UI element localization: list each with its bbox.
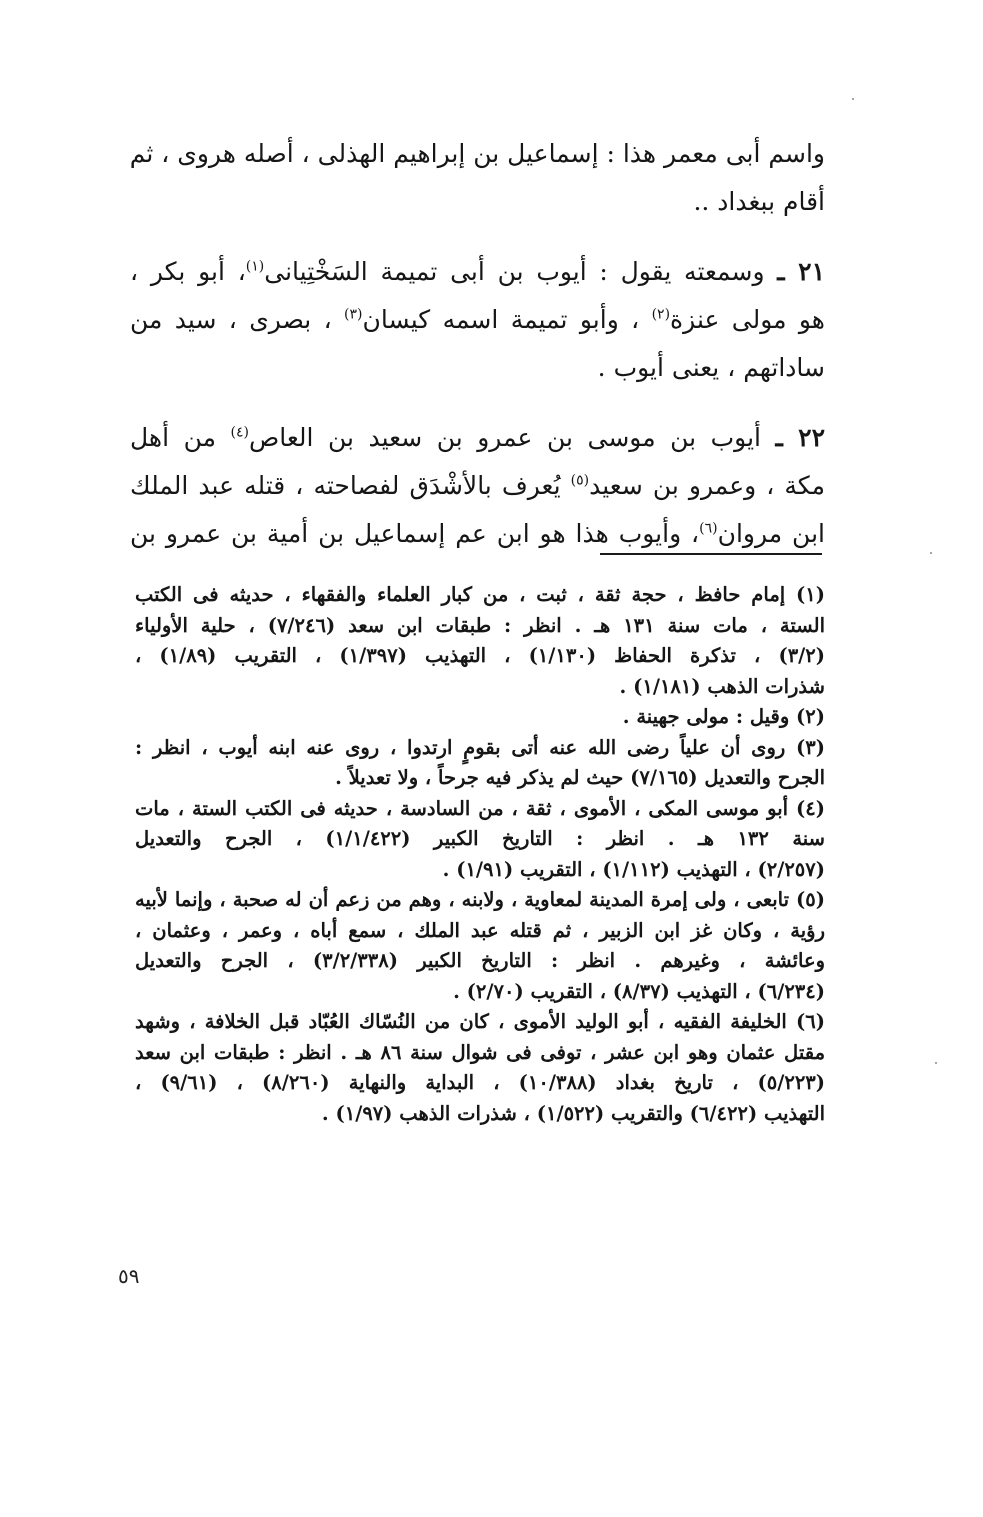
text-segment: ، وأيوب هذا هو ابن عم إسماعيل بن أمية بن عمرو بن: [130, 519, 700, 548]
footnote-line: (٦) الخليفة الفقيه ، أبو الوليد الأموى ، كان من النُسّاك العُبّاد قبل الخلافة ، وشهد: [135, 1010, 825, 1033]
text-segment: مكة ، وعمرو بن سعيد: [589, 471, 825, 500]
footnote-6: [135, 1007, 825, 1129]
text-segment: يُعرف بالأشْدَق لفصاحته ، قتله عبد الملك: [130, 471, 571, 500]
page-number: ٥٩: [118, 1264, 140, 1288]
footnote-line: (٦/٢٣٤) ، التهذيب (٨/٣٧) ، التقريب (٢/٧٠) .: [453, 979, 825, 1003]
footnote-5: [135, 885, 825, 1007]
text-segment: ، وأبو تميمة اسمه كيسان: [362, 305, 652, 334]
scan-speck: [852, 98, 854, 100]
footnote-line: (٥) تابعى ، ولى إمرة المدينة لمعاوية ، ولابنه ، وهم من زعم أن له صحبة ، وإنما لأبيه: [135, 888, 825, 911]
text-segment: وسمعته يقول : أيوب بن أبى تميمة السَخْتِيانى: [264, 257, 765, 286]
footnote-line: (٤) أبو موسى المكى ، الأموى ، ثقة ، من السادسة ، حديثه فى الكتب الستة ، مات: [135, 796, 825, 820]
footnote-line: سنة ١٣٢ هـ . انظر : التاريخ الكبير (١/١/٤٢٢) ، الجرح والتعديل: [135, 827, 825, 850]
footnote-line: (٢/٢٥٧) ، التهذيب (١/١١٢) ، التقريب (١/٩١) .: [442, 857, 825, 881]
text-line: [130, 462, 825, 510]
text-line: [130, 296, 825, 344]
paragraph-intro: [130, 130, 825, 226]
footnote-line: رؤية ، وكان غز ابن الزبير ، ثم قتله عبد الملك ، سمع أباه ، وعمر ، وعثمان ،: [135, 918, 825, 942]
footnote-ref[interactable]: (٣): [344, 306, 363, 323]
scan-speck: [930, 552, 932, 554]
paragraph-22: [130, 414, 825, 558]
footnote-ref[interactable]: (١): [245, 258, 265, 275]
text-segment: أيوب بن موسى بن عمرو بن سعيد بن العاص: [249, 423, 761, 452]
footnote-line: الجرح والتعديل (٧/١٦٥) حيث لم يذكر فيه جرحاً ، ولا تعديلاً .: [335, 766, 825, 789]
footnote-line: (٣) روى أن علياً رضى الله عنه أتى بقومٍ ارتدوا ، روى عنه ابنه أيوب ، انظر :: [135, 735, 825, 759]
scan-speck: [935, 1062, 937, 1064]
footnote-2: [135, 702, 825, 733]
text-line: أقام ببغداد ..: [693, 187, 825, 216]
footnotes: [135, 580, 825, 1129]
entry-number: ٢١ ـ: [777, 257, 825, 286]
footnote-ref[interactable]: (٥): [570, 472, 590, 489]
text-line: [130, 414, 825, 462]
footnote-ref[interactable]: (٤): [230, 424, 250, 441]
footnote-1: [135, 580, 825, 702]
footnote-line: الستة ، مات سنة ١٣١ هـ . انظر : طبقات ابن سعد (٧/٢٤٦) ، حلية الأولياء: [135, 613, 825, 637]
text-segment: هو مولى عنزة: [670, 305, 825, 334]
footnote-4: [135, 794, 825, 886]
footnote-3: [135, 733, 825, 794]
footnote-separator: [600, 553, 822, 555]
text-line: [130, 248, 825, 296]
text-segment: من أهل: [130, 423, 231, 452]
footnote-line: (٢) وقيل : مولى جهينة .: [622, 705, 825, 728]
text-segment: ، بصرى ، سيد من: [130, 305, 345, 334]
text-segment: ابن مروان: [717, 519, 825, 548]
text-line: ساداتهم ، يعنى أيوب .: [597, 353, 825, 382]
entry-number: ٢٢ ـ: [775, 423, 825, 452]
footnote-line: (٣/٢) ، تذكرة الحفاظ (١/١٣٠) ، التهذيب (١/٣٩٧) ، التقريب (١/٨٩) ،: [135, 644, 825, 667]
footnote-ref[interactable]: (٢): [651, 306, 671, 323]
footnote-line: شذرات الذهب (١/١٨١) .: [619, 674, 825, 698]
footnote-line: مقتل عثمان وهو ابن عشر ، توفى فى شوال سنة ٨٦ هـ . انظر : طبقات ابن سعد: [135, 1040, 826, 1064]
footnote-line: (٥/٢٢٣) ، تاريخ بغداد (١٠/٣٨٨) ، البداية والنهاية (٨/٢٦٠) ، (٩/٦١) ،: [135, 1071, 826, 1094]
footnote-line: وعائشة ، وغيرهم . انظر : التاريخ الكبير (٣/٢/٣٣٨) ، الجرح والتعديل: [135, 949, 825, 972]
text-line: واسم أبى معمر هذا : إسماعيل بن إبراهيم الهذلى ، أصله هروى ، ثم: [129, 139, 825, 168]
text-line: [130, 510, 825, 558]
footnote-ref[interactable]: (٦): [699, 520, 718, 537]
main-text: [130, 130, 825, 580]
footnote-line: (١) إمام حافظ ، حجة ثقة ، ثبت ، من كبار العلماء والفقهاء ، حديثه فى الكتب: [135, 583, 825, 606]
footnote-line: التهذيب (٦/٤٢٢) والتقريب (١/٥٢٢) ، شذرات الذهب (١/٩٧) .: [321, 1101, 825, 1125]
paragraph-21: [130, 248, 825, 392]
text-segment: ، أبو بكر ،: [130, 257, 246, 286]
